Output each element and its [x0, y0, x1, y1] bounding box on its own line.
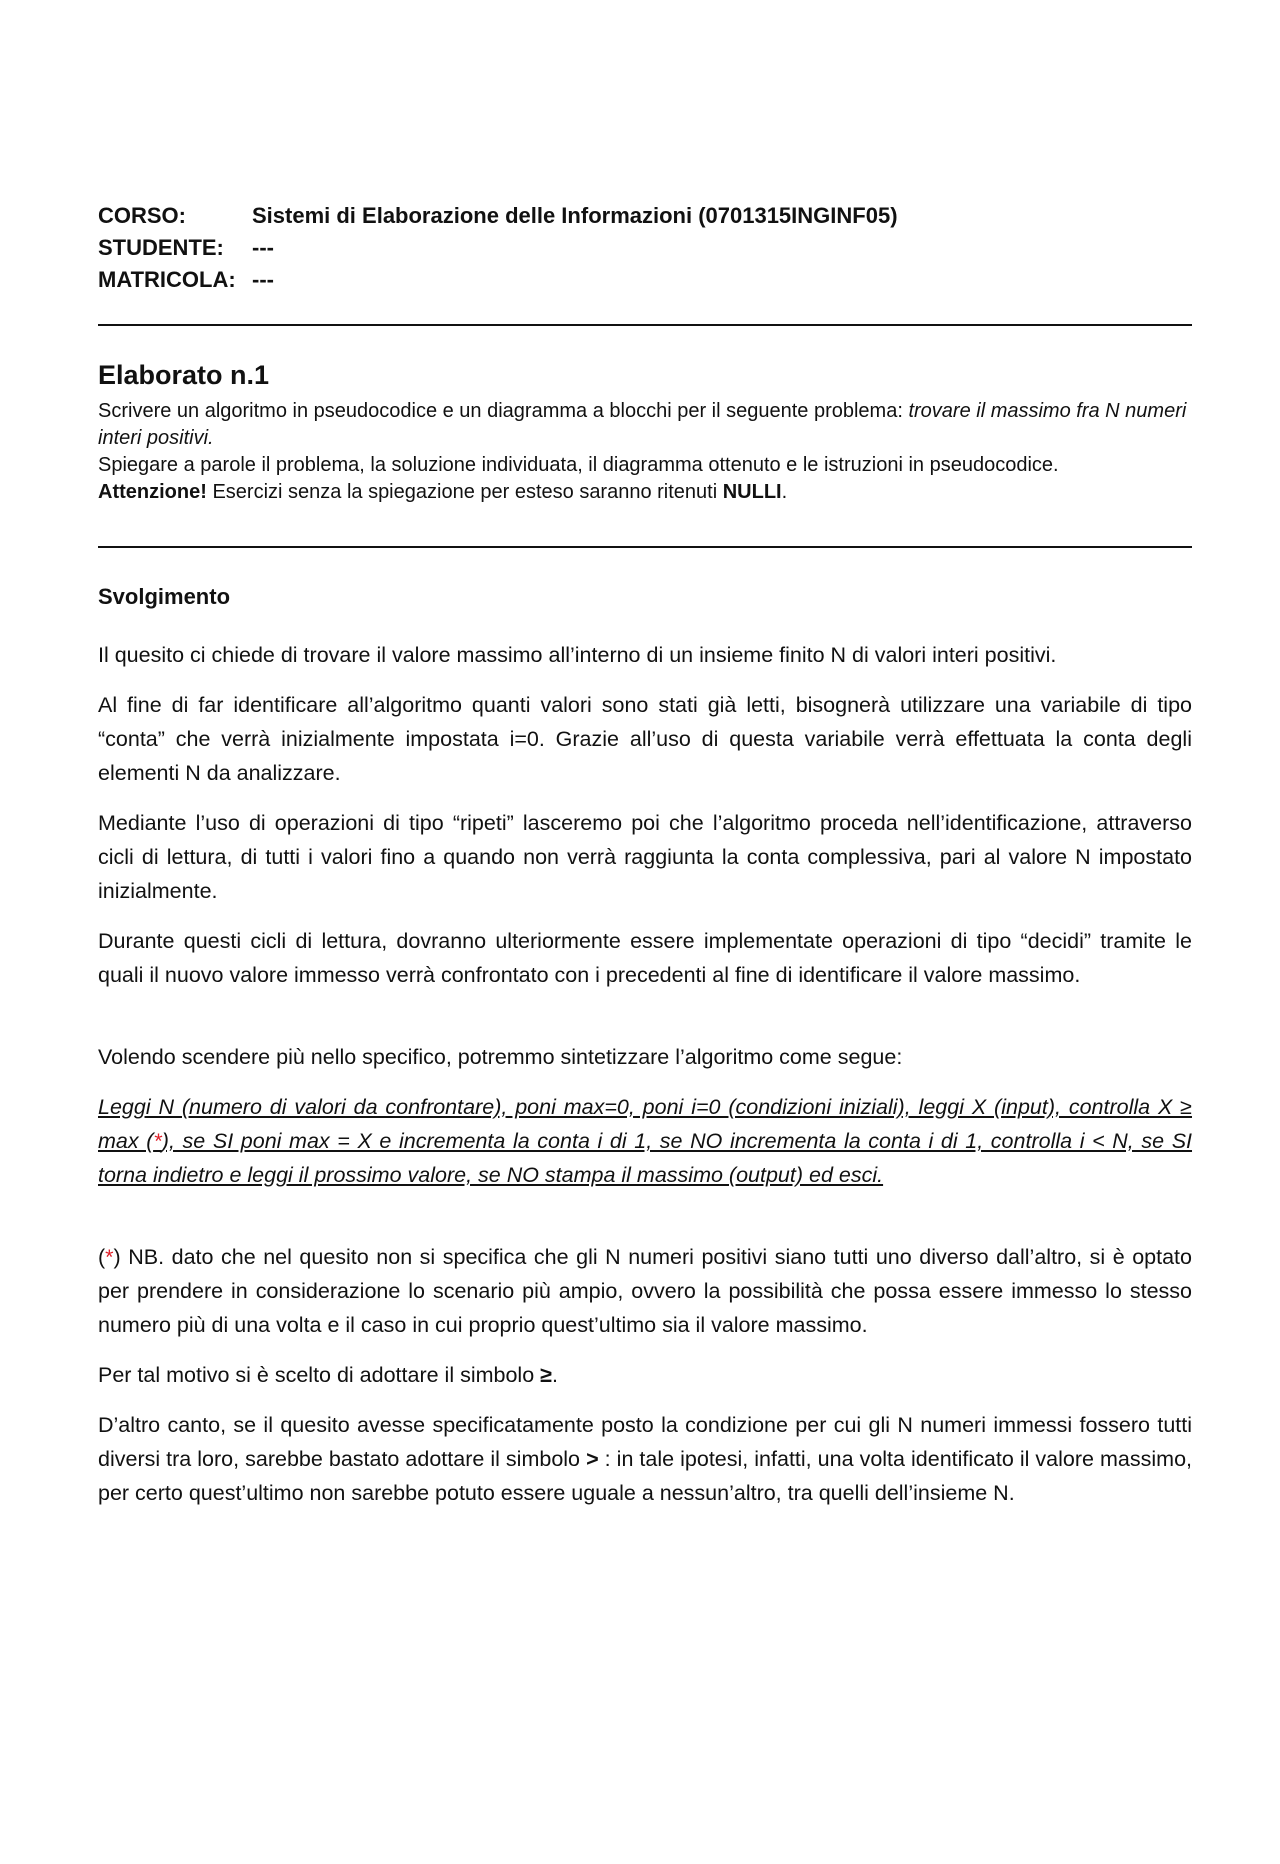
task-instructions: Spiegare a parole il problema, la soluzione individuata, il diagramma ottenuto e le istruzioni in pseudocodice.	[98, 454, 1059, 476]
note-paragraph	[98, 1240, 1192, 1342]
symbol-gt: >	[586, 1447, 599, 1471]
course-value: Sistemi di Elaborazione delle Informazioni (0701315INGINF05)	[252, 203, 898, 228]
final-text-1: D’altro canto, se il quesito avesse specificatamente posto la condizione per cui gli N numeri immessi fossero tutti diversi tra loro, sarebbe bastato adottare il simbolo	[98, 1413, 1192, 1471]
symbol-geq: ≥	[540, 1363, 552, 1387]
note-open-paren: (	[98, 1245, 106, 1269]
warning-period: .	[781, 481, 788, 503]
paragraph-1: Il quesito ci chiede di trovare il valore massimo all’interno di un insieme finito N di valori interi positivi.	[98, 643, 1057, 667]
symbol-paragraph	[98, 1358, 1192, 1392]
algorithm-part-1: Leggi N (numero di valori da confrontare), poni max=0, poni i=0 (condizioni iniziali), leggi X (input), controlla X ≥ max (	[98, 1095, 1192, 1153]
divider-bottom	[98, 546, 1192, 548]
algorithm-part-2: ), se SI poni max = X e incrementa la conta i di 1, se NO incrementa la conta i di 1, controlla i < N, se SI torna indietro e leggi il prossimo valore, se NO stampa il massimo (output) ed esci.	[98, 1129, 1193, 1187]
task-description-italic: trovare il massimo fra N numeri interi positivi.	[98, 400, 1187, 449]
solution-section	[98, 580, 1192, 1526]
algorithm-asterisk: *	[153, 1129, 162, 1153]
matricola-label: MATRICOLA:	[98, 267, 236, 292]
note-text: ) NB. dato che nel quesito non si specifica che gli N numeri positivi siano tutti uno diverso dall’altro, si è optato per prendere in considerazione lo scenario più ampio, ovvero la possibilità che possa essere immesso lo stesso numero più di una volta e il caso in cui proprio quest’ultimo sia il valore massimo.	[98, 1245, 1192, 1337]
student-value: ---	[252, 235, 274, 260]
task-section	[98, 358, 1192, 506]
warning-null: NULLI	[722, 481, 782, 503]
task-title: Elaborato n.1	[98, 360, 270, 390]
paragraph-4: Durante questi cicli di lettura, dovranno ulteriormente essere implementate operazioni di tipo “decidi” tramite le quali il nuovo valore immesso verrà confrontato con i precedenti al fine di identificare il valore massimo.	[98, 929, 1192, 987]
course-label: CORSO:	[98, 203, 186, 228]
note-asterisk: *	[105, 1245, 114, 1269]
warning-label: Attenzione!	[98, 481, 207, 503]
section-title: Svolgimento	[98, 584, 231, 609]
warning-text: Esercizi senza la spiegazione per esteso saranno ritenuti	[206, 481, 723, 503]
symbol-text: Per tal motivo si è scelto di adottare il simbolo	[98, 1363, 541, 1387]
final-paragraph	[98, 1408, 1192, 1510]
divider-top	[98, 324, 1192, 326]
algorithm-summary	[98, 1090, 1192, 1192]
matricola-row	[98, 264, 898, 296]
student-row	[98, 232, 898, 264]
student-label: STUDENTE:	[98, 235, 224, 260]
paragraph-2: Al fine di far identificare all’algoritmo quanti valori sono stati già letti, bisognerà utilizzare una variabile di tipo “conta” che verrà inizialmente impostata i=0. Grazie all’uso di questa variabile verrà effettuata la conta degli elementi N da analizzare.	[98, 693, 1192, 785]
symbol-period: .	[551, 1363, 558, 1387]
document-header	[98, 200, 898, 296]
matricola-value: ---	[252, 267, 274, 292]
task-warning	[98, 479, 1192, 506]
task-description-plain: Scrivere un algoritmo in pseudocodice e un diagramma a blocchi per il seguente problema:	[98, 400, 909, 422]
final-text-2: : in tale ipotesi, infatti, una volta identificato il valore massimo, per certo quest’ultimo non sarebbe potuto essere uguale a nessun’altro, tra quelli dell’insieme N.	[98, 1447, 1192, 1505]
paragraph-5: Volendo scendere più nello specifico, potremmo sintetizzare l’algoritmo come segue:	[98, 1045, 903, 1069]
task-description	[98, 398, 1192, 452]
paragraph-3: Mediante l’uso di operazioni di tipo “ripeti” lasceremo poi che l’algoritmo proceda nell’identificazione, attraverso cicli di lettura, di tutti i valori fino a quando non verrà raggiunta la conta complessiva, pari al valore N impostato inizialmente.	[98, 811, 1192, 903]
course-row	[98, 200, 898, 232]
